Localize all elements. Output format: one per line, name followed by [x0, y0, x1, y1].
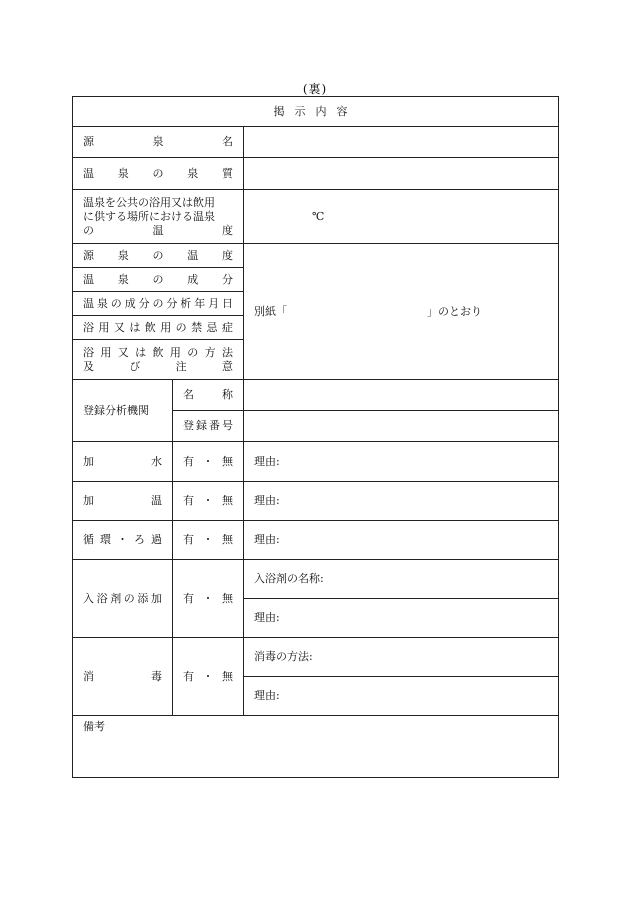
value-attachment[interactable]	[244, 244, 559, 380]
degree-unit: ℃	[312, 209, 325, 223]
yes-no-heating[interactable]: 有・無	[173, 482, 244, 521]
label-usage-method	[73, 340, 244, 380]
attachment-suffix: 」のとおり	[427, 304, 482, 318]
row-source-name	[73, 127, 559, 158]
row-source-temp	[73, 244, 559, 268]
yes-no-bath-additive[interactable]: 有・無	[173, 560, 244, 638]
label-heating: 加温	[73, 482, 173, 521]
value-lab-name[interactable]	[244, 380, 559, 411]
row-water-added	[73, 442, 559, 482]
label-registered-lab: 登録分析機関	[73, 380, 173, 442]
reason-bath-additive[interactable]: 理由:	[244, 599, 559, 638]
yes-no-disinfection[interactable]: 有・無	[173, 638, 244, 716]
reason-water-added[interactable]: 理由:	[244, 442, 559, 482]
additive-name-field[interactable]: 入浴剤の名称:	[244, 560, 559, 599]
reason-circulation[interactable]: 理由:	[244, 521, 559, 560]
posting-content-form	[72, 96, 559, 778]
label-components: 温泉の成分	[73, 268, 244, 292]
value-usage-temp[interactable]	[244, 190, 559, 244]
label-bath-additive: 入浴剤の添加	[73, 560, 173, 638]
row-lab-name	[73, 380, 559, 411]
usage-temp-line-2: に供する場所における温泉	[83, 209, 215, 223]
row-circulation	[73, 521, 559, 560]
row-bath-additive-name	[73, 560, 559, 599]
label-source-name: 源泉名	[73, 127, 244, 158]
attachment-prefix: 別紙「	[254, 304, 287, 318]
label-circulation: 循環・ろ過	[73, 521, 173, 560]
page-side-label: (裏)	[302, 82, 328, 96]
label-source-temp: 源泉の温度	[73, 244, 244, 268]
usage-method-line-1: 浴用又は飲用の方法	[83, 345, 233, 359]
remarks-label: 備考	[83, 720, 105, 733]
header-row	[73, 97, 559, 127]
reason-heating[interactable]: 理由:	[244, 482, 559, 521]
row-disinfection-method	[73, 638, 559, 677]
value-spring-quality[interactable]	[244, 158, 559, 190]
disinfection-method-field[interactable]: 消毒の方法:	[244, 638, 559, 677]
label-analysis-date: 温泉の成分の分析年月日	[73, 292, 244, 316]
label-spring-quality: 温泉の泉質	[73, 158, 244, 190]
value-source-name[interactable]	[244, 127, 559, 158]
yes-no-water-added[interactable]: 有・無	[173, 442, 244, 482]
label-usage-temp	[73, 190, 244, 244]
remarks-field[interactable]	[73, 716, 559, 778]
yes-no-circulation[interactable]: 有・無	[173, 521, 244, 560]
row-spring-quality	[73, 158, 559, 190]
row-remarks	[73, 716, 559, 778]
usage-temp-line-3: の温度	[83, 223, 233, 237]
label-contraindications: 浴用又は飲用の禁忌症	[73, 316, 244, 340]
usage-temp-line-1: 温泉を公共の浴用又は飲用	[83, 195, 215, 209]
row-usage-temp	[73, 190, 559, 244]
row-heating	[73, 482, 559, 521]
value-lab-reg-no[interactable]	[244, 411, 559, 442]
label-lab-name: 名称	[173, 380, 244, 411]
label-lab-reg-no: 登録番号	[173, 411, 244, 442]
usage-method-line-2: 及び注意	[83, 359, 233, 373]
form-header: 掲示内容	[73, 97, 559, 127]
reason-disinfection[interactable]: 理由:	[244, 677, 559, 716]
label-water-added: 加水	[73, 442, 173, 482]
label-disinfection: 消毒	[73, 638, 173, 716]
